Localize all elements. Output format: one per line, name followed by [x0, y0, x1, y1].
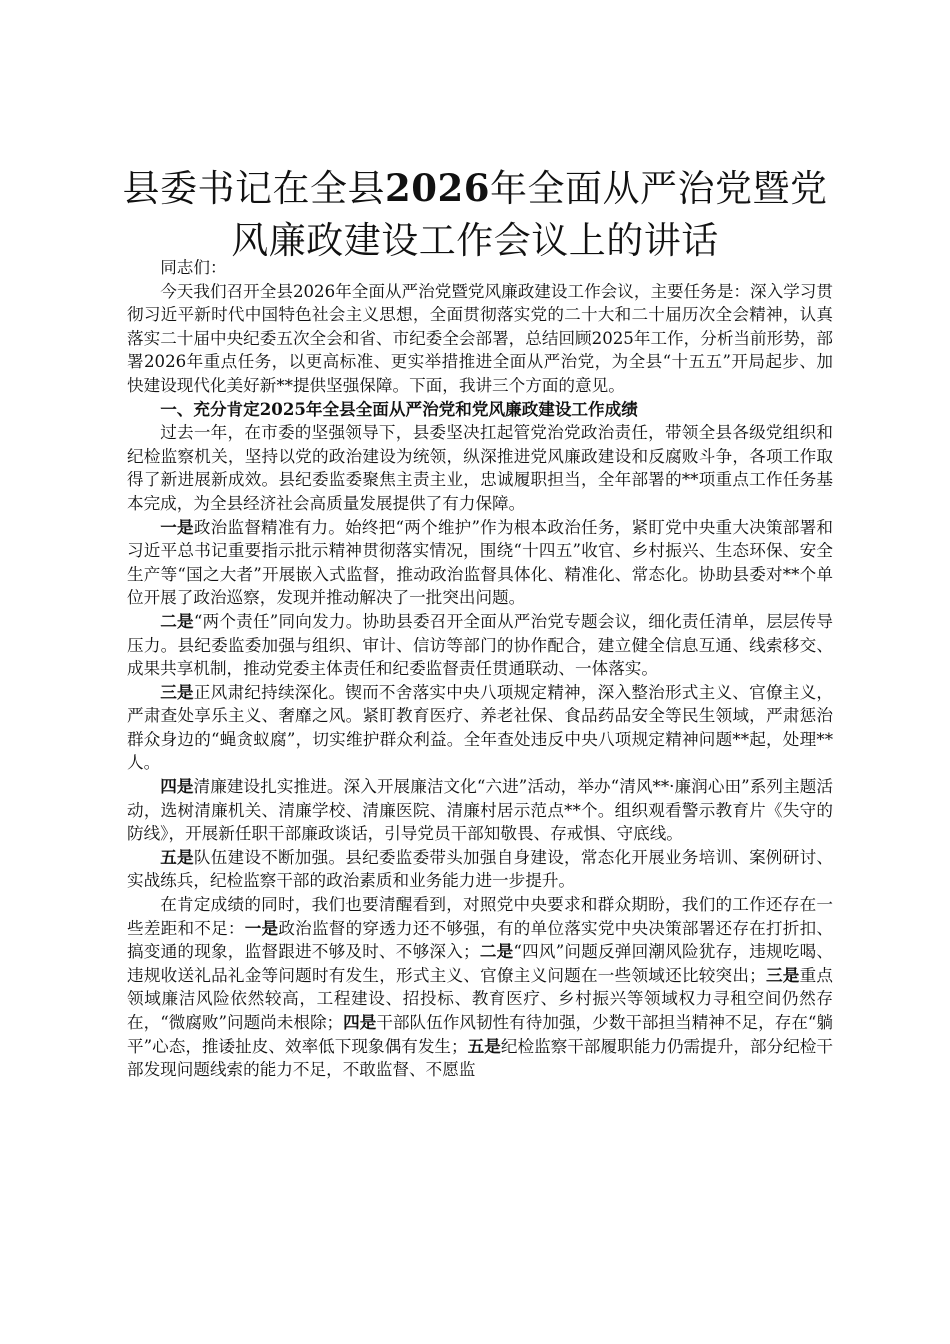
point-paragraph-3 — [127, 681, 833, 775]
point-lead: 三是 — [160, 681, 194, 702]
point-text: 队伍建设不断加强。县纪委监委带头加强自身建设，常态化开展业务培训、案例研讨、实战练兵，纪检监察干部的政治素质和业务能力进一步提升。 — [127, 847, 834, 891]
point-lead: 四是 — [160, 776, 194, 797]
title-part-2: 年全面从严治党暨党风廉政建设工作会议上的讲话 — [231, 167, 828, 262]
point-text: 正风肃纪持续深化。锲而不舍落实中央八项规定精神，深入整治形式主义、官僚主义，严肃查处享乐主义、奢靡之风。紧盯教育医疗、养老社保、食品药品安全等民生领域，严肃惩治群众身边的“蝇贪蚁腐”，切实维护群众利益。全年查处违反中央八项规定精神问题**起，处理**人。 — [127, 682, 834, 773]
point-paragraph-2 — [127, 610, 833, 681]
shortcoming-lead: 四是 — [343, 1012, 377, 1032]
point-text: 政治监督精准有力。始终把“两个维护”作为根本政治任务，紧盯党中央重大决策部署和习近平总书记重要指示批示精神贯彻落实情况，围绕“十四五”收官、乡村振兴、生态环保、安全生产等“国之大者”开展嵌入式监督，推动政治监督具体化、精准化、常态化。协助县委对**个单位开展了政治巡察，发现并推动解决了一批突出问题。 — [127, 517, 833, 608]
shortcoming-text: 纪检监察干部履职能力仍需提升，部分纪检干部发现问题线索的能力不足，不敢监督、不愿监 — [127, 1036, 834, 1080]
title-year: 2026 — [385, 166, 490, 210]
document-title — [110, 162, 840, 267]
shortcomings-opening: 在肯定成绩的同时，我们也要清醒看到，对照党中央要求和群众期盼，我们的工作还存在一些差距和不足： — [127, 895, 833, 938]
section-heading-1: 一、充分肯定2025年全县全面从严治党和党风廉政建设工作成绩 — [160, 398, 638, 419]
title-part-1: 县委书记在全县 — [122, 167, 385, 210]
shortcoming-lead: 五是 — [467, 1035, 501, 1056]
summary-paragraph: 过去一年，在市委的坚强领导下，县委坚决扛起管党治党政治责任，带领全县各级党组织和纪检监察机关，坚持以党的政治建设为统领，纵深推进党风廉政建设和反腐败斗争，各项工作取得了新进展新成效。县纪委监委聚焦主责主业，忠诚履职担当，全年部署的**项重点工作任务基本完成，为全县经济社会高质量发展提供了有力保障。 — [127, 423, 833, 513]
shortcoming-text: 重点领域廉洁风险依然较高，工程建设、招投标、教育医疗、乡村振兴等领域权力寻租空间仍然存在，“微腐败”问题尚未根除； — [127, 965, 834, 1032]
point-text: 清廉建设扎实推进。深入开展廉洁文化“六进”活动，举办“清风**·廉润心田”系列主题活动，选树清廉机关、清廉学校、清廉医院、清廉村居示范点**个。组织观看警示教育片《失守的防线》，开展新任职干部廉政谈话，引导党员干部知敬畏、存戒惧、守底线。 — [127, 777, 833, 844]
shortcoming-text: 政治监督的穿透力还不够强，有的单位落实党中央决策部署还存在打折扣、搞变通的现象，监督跟进不够及时、不够深入； — [127, 918, 834, 962]
shortcomings-paragraph — [127, 893, 833, 1082]
intro-paragraph: 今天我们召开全县2026年全面从严治党暨党风廉政建设工作会议，主要任务是：深入学习贯彻习近平新时代中国特色社会主义思想，全面贯彻落实党的二十大和二十届历次全会精神，认真落实二十届中央纪委五次全会和省、市纪委全会部署，总结回顾2025年工作，分析当前形势，部署2026年重点任务，以更高标准、更实举措推进全面从严治党，为全县“十五五”开局起步、加快建设现代化美好新**提供坚强保障。下面，我讲三个方面的意见。 — [127, 281, 833, 395]
point-lead: 五是 — [160, 846, 194, 867]
shortcoming-lead: 一是 — [244, 917, 279, 938]
shortcoming-text: 干部队伍作风韧性有待加强，少数干部担当精神不足，存在“躺平”心态，推诿扯皮、效率低下现象偶有发生； — [127, 1013, 833, 1056]
greeting: 同志们： — [160, 258, 227, 277]
point-lead: 一是 — [160, 516, 194, 537]
document-body — [127, 256, 833, 1082]
point-lead: 二是 — [160, 610, 194, 631]
shortcoming-lead: 三是 — [765, 964, 800, 985]
point-paragraph-1 — [127, 516, 833, 610]
shortcoming-lead: 二是 — [479, 941, 514, 962]
point-paragraph-4 — [127, 775, 833, 846]
shortcoming-text: “四风”问题反弹回潮风险犹存，违规吃喝、违规收送礼品礼金等问题时有发生，形式主义、官僚主义问题在一些领域还比较突出； — [127, 942, 834, 985]
point-paragraph-5 — [127, 846, 833, 893]
point-text: “两个责任”同向发力。协助县委召开全面从严治党专题会议，细化责任清单，层层传导压力。县纪委监委加强与组织、审计、信访等部门的协作配合，建立健全信息互通、线索移交、成果共享机制，推动党委主体责任和纪委监督责任贯通联动、一体落实。 — [127, 611, 833, 679]
